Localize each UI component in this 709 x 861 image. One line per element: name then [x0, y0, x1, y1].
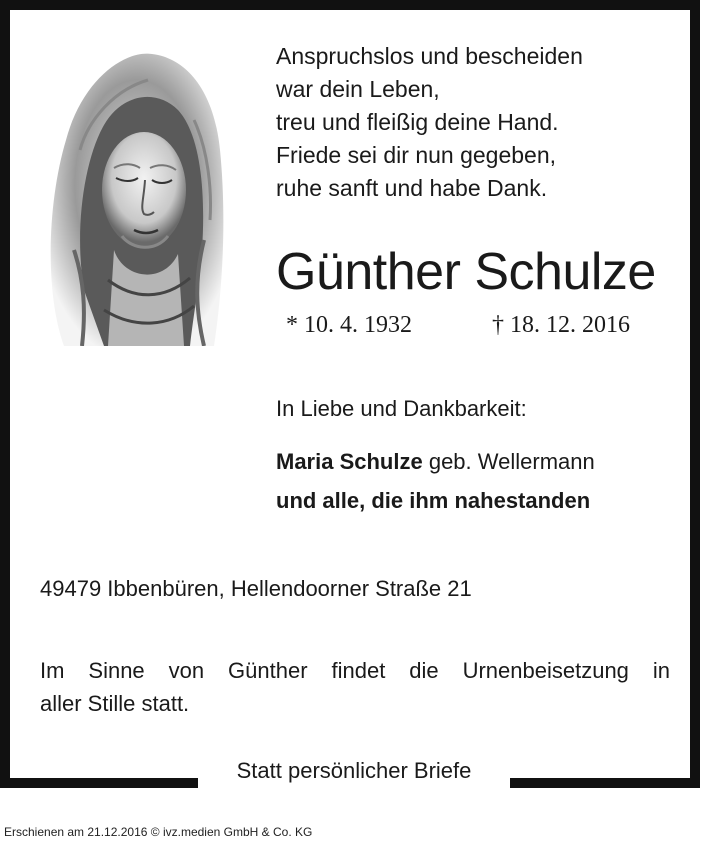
verse-line: ruhe sanft und habe Dank. [276, 175, 548, 201]
life-dates [286, 312, 630, 339]
border-bottom-left [0, 778, 198, 788]
madonna-portrait-icon [44, 50, 226, 346]
border-left [0, 0, 10, 788]
death-date: † 18. 12. 2016 [492, 312, 630, 338]
memorial-verse [276, 40, 676, 205]
deceased-name: Günther Schulze [276, 243, 656, 301]
primary-mourner-suffix: geb. Wellermann [422, 449, 595, 474]
border-bottom-right [510, 778, 700, 788]
border-top [0, 0, 700, 10]
mourners-intro: In Liebe und Dankbarkeit: [276, 396, 527, 421]
primary-mourner [276, 449, 595, 475]
notice-line: Im Sinne von Günther findet die Urnenbeisetzung in [40, 658, 670, 683]
family-address: 49479 Ibbenbüren, Hellendoorner Straße 21 [40, 576, 472, 601]
publication-footer: Erschienen am 21.12.2016 © ivz.medien GmbH & Co. KG [4, 825, 313, 839]
verse-line: Friede sei dir nun gegeben, [276, 142, 557, 168]
other-mourners: und alle, die ihm nahestanden [276, 488, 591, 513]
burial-notice [40, 654, 670, 720]
closing-text: Statt persönlicher Briefe [236, 758, 472, 783]
notice-line: aller Stille statt. [40, 691, 190, 716]
border-right [690, 0, 700, 788]
birth-date: * 10. 4. 1932 [286, 312, 412, 338]
primary-mourner-name: Maria Schulze [276, 449, 423, 474]
verse-line: war dein Leben, [276, 76, 440, 102]
verse-line: Anspruchslos und bescheiden [276, 43, 583, 69]
verse-line: treu und fleißig deine Hand. [276, 109, 559, 135]
